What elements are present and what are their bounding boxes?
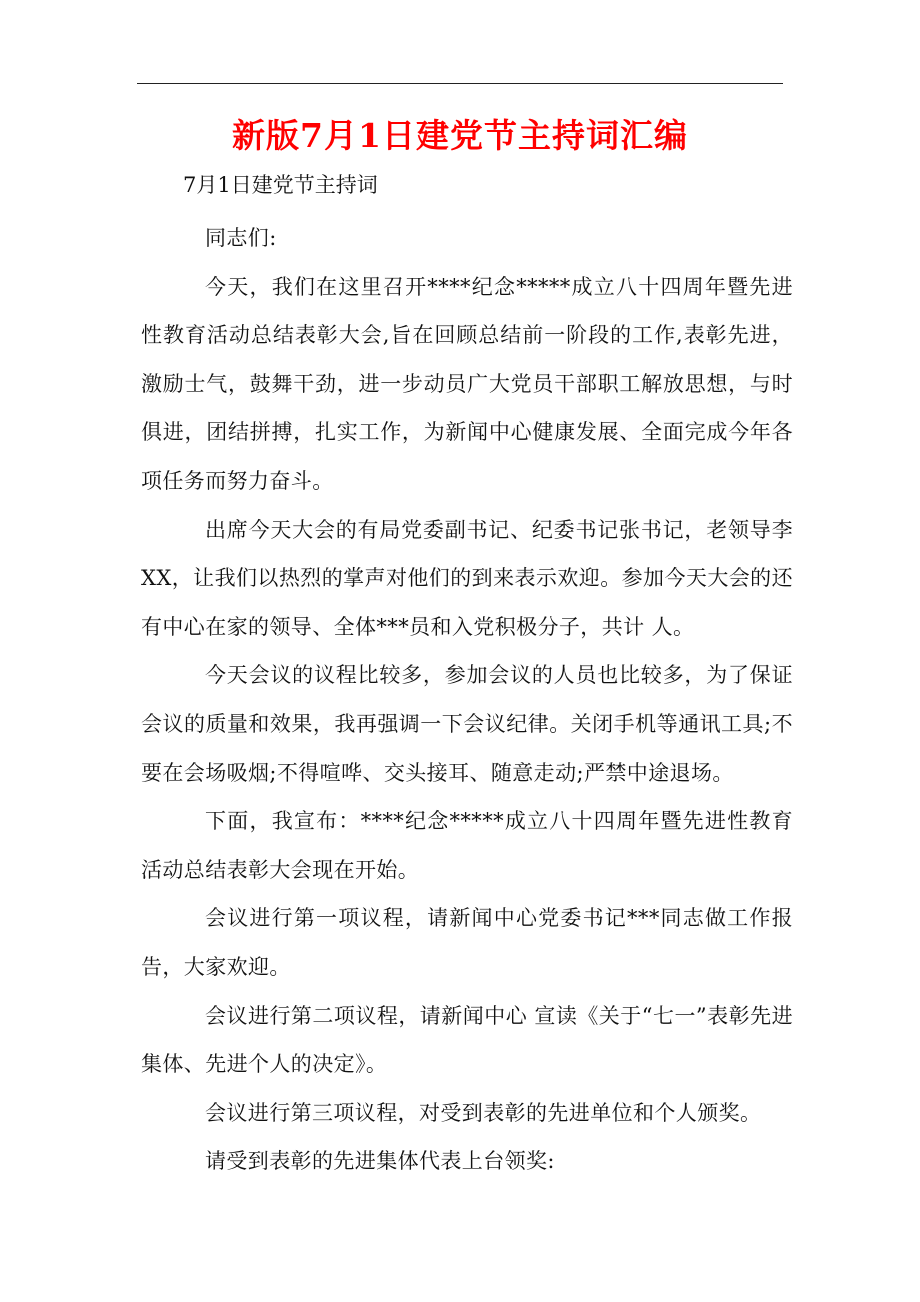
header-rule <box>137 83 783 84</box>
paragraph-award-call: 请受到表彰的先进集体代表上台领奖: <box>205 1149 555 1174</box>
document-subtitle: 7月1日建党节主持词 <box>183 173 378 197</box>
paragraph-agenda-2: 会议进行第二项议程，请新闻中心 宣读《关于“七一”表彰先进集体、先进个人的决定》。 <box>141 1003 793 1077</box>
document-title: 新版7月1日建党节主持词汇编 <box>232 116 688 155</box>
paragraph-greeting: 同志们: <box>205 226 277 250</box>
paragraph-agenda-1: 会议进行第一项议程，请新闻中心党委书记***同志做工作报告，大家欢迎。 <box>141 906 793 979</box>
document-body <box>141 214 793 1186</box>
paragraph-attendees: 出席今天大会的有局党委副书记、纪委书记张书记，老领导李XX，让我们以热烈的掌声对他们的到来表示欢迎。参加今天大会的还有中心在家的领导、全体***员和入党积极分子，共计 人。 <box>141 517 793 639</box>
paragraph-agenda-3: 会议进行第三项议程，对受到表彰的先进单位和个人颁奖。 <box>205 1100 762 1125</box>
paragraph-opening: 今天，我们在这里召开****纪念*****成立八十四周年暨先进性教育活动总结表彰大会,旨在回顾总结前一阶段的工作,表彰先进，激励士气，鼓舞干劲，进一步动员广大党员干部职工解放思想，与时俱进，团结拼搏，扎实工作，为新闻中心健康发展、全面完成今年各项任务而努力奋斗。 <box>141 274 793 493</box>
paragraph-discipline: 今天会议的议程比较多，参加会议的人员也比较多，为了保证会议的质量和效果，我再强调一下会议纪律。关闭手机等通讯工具;不要在会场吸烟;不得喧哗、交头接耳、随意走动;严禁中途退场。 <box>141 663 793 785</box>
paragraph-announcement: 下面，我宣布：****纪念*****成立八十四周年暨先进性教育活动总结表彰大会现在开始。 <box>141 809 793 882</box>
